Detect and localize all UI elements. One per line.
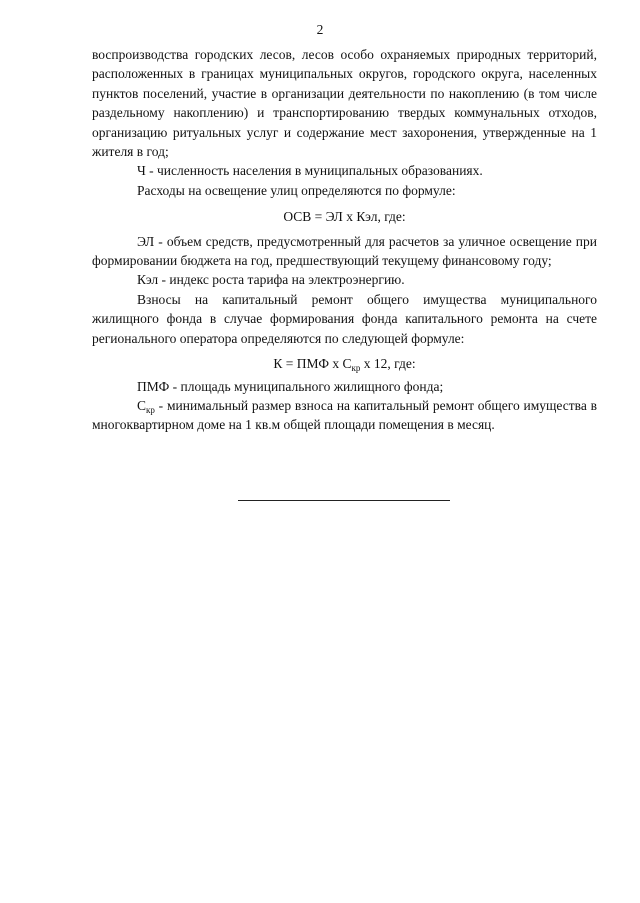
paragraph-pmf-definition: ПМФ - площадь муниципального жилищного фонда;	[137, 378, 444, 394]
paragraph-capital-repair-intro: Взносы на капитальный ремонт общего имущества муниципального жилищного фонда в случае формирования фонда капитального ремонта на счете регионального оператора определяются по следующей формуле:	[92, 291, 597, 346]
paragraph-el-definition: ЭЛ - объем средств, предусмотренный для расчетов за уличное освещение при формировании бюджета на год, предшествующий текущему финансовому году;	[92, 233, 597, 269]
page-number: 2	[316, 22, 324, 37]
paragraph-lighting-intro: Расходы на освещение улиц определяются по формуле:	[137, 182, 456, 198]
document-body	[92, 45, 597, 435]
paragraph-continuation: воспроизводства городских лесов, лесов особо охраняемых природных территорий, расположенных в границах муниципальных округов, городского округа, населенных пунктов поселений, участие в организации деятельности по накоплению (в том числе раздельному накоплению) и транспортированию твердых коммунальных отходов, организацию ритуальных услуг и содержание мест захоронения, утвержденные на 1 жителя в год;	[92, 47, 597, 160]
paragraph-population-definition: Ч - численность населения в муниципальных образованиях.	[137, 163, 483, 179]
ckr-symbol: С	[137, 397, 147, 413]
formula-capital-repair-part2: х 12, где:	[360, 356, 416, 372]
formula-capital-repair-subscript: кр	[351, 363, 361, 374]
ckr-text: - минимальный размер взноса на капитальный ремонт общего имущества в многоквартирном доме на 1 кв.м общей площади помещения в месяц.	[92, 397, 597, 433]
paragraph-kel-definition: Кэл - индекс роста тарифа на электроэнергию.	[137, 272, 405, 288]
formula-capital-repair	[92, 354, 597, 373]
end-divider-line	[238, 500, 450, 501]
paragraph-ckr-definition	[92, 396, 597, 435]
ckr-subscript: кр	[146, 404, 155, 415]
formula-capital-repair-part1: К = ПМФ х С	[273, 356, 352, 372]
formula-lighting: ОСВ = ЭЛ х Кэл, где:	[283, 209, 406, 225]
